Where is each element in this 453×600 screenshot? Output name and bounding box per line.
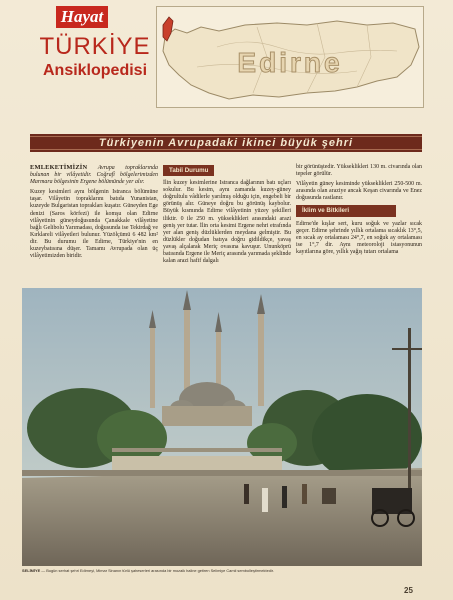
paragraph: İlin kuzey kesimlerine Istranca dağlarının batı uçları sokulur. Bu kesim, aynı zamanda kuzey-güney doğrultulu vâdilerle yarılmış olduğu için, engebeli bir görünüş alır. Güneye doğru bu görünüş kaybolur. Büyük kısmında Edirne vilâyetinin yüzey şekilleri iliktir. 0 ile 250 m. yükseklikleri arasındaki arazi geniş yer tutar. İlin orta kesimi Ergene nehri etrafında yer alan geniş düzlüklerden meydana gelmiştir. Bu düzlükler doğudan batıya doğru gidildikçe, yavaş yavaş alçalarak Meriç ovasına kavuşur. Ununköprü batısında Ergene ile Meriç arasında yarımada şeklinde kalan arazi hafif dalgalı bbox=[163, 180, 291, 265]
text-column-2 bbox=[163, 164, 291, 268]
lead-paragraph bbox=[30, 164, 158, 186]
lead-caps: EMLEKETİMİZİN bbox=[30, 164, 88, 171]
encyclopedia-subtitle: Ansiklopedisi bbox=[42, 62, 148, 79]
lead-italic: Avrupa topraklarında bulunan bir vilâyetidir. Coğrafî bölgelerimizden Marmara bölgesinin Ergene bölümünde yer alır. bbox=[30, 165, 158, 186]
page-number: 25 bbox=[404, 586, 413, 595]
section-heading-climate: İklim ve Bitkileri bbox=[296, 205, 396, 216]
caption-text: — Bugün serhat şehri Edirneyi, Mimar Sinanın türlü şaheserleri arasında bir mozaik haline getiren Selimiye Camii sembolleştirmektedir. bbox=[40, 568, 274, 573]
photo-caption bbox=[22, 568, 422, 573]
hayat-logo: Hayat bbox=[56, 6, 108, 28]
caption-label: SELİMİYE bbox=[22, 568, 41, 573]
paragraph: Edirne'de kışlar sert, kuru soğuk ve yazlar sıcak geçer. Edirne şehrinde yıllık ortalama sıcaklık 13°,5, en sıcak ay ortalaması 24°,7, en soğuk ay ortalaması ise 1°,7 dir. Aynı meteoroloji istasyonunun kayıtlarına göre, yıllık yağış tutarı ortalama bbox=[296, 220, 422, 255]
paragraph: Kuzey kesimleri aynı bölgenin Istranca bölümüne taşar. Vilâyetin topraklarını batıda Yunanistan, kuzeyde Bulgaristan toprakları kuşatır. Güneyden Ege denizi (Saros körfezi) ile komşu olan Edirne vilâyetinin güneydoğusunda Çanakkale vilâyetine bağlı Gelibolu Yarımadası, doğusunda ise Tekirdağ ve Kırklareli vilâyetleri bulunur. Yüzölçümü 6 482 km² dir. Bu durumu ile Edirne, Türkiye'nin en kuzeybatısına düşer. Tamamı Avrupada olan üç vilâyetimizden biridir. bbox=[30, 189, 158, 260]
selimiye-mosque-photo bbox=[22, 288, 422, 566]
text-column-1 bbox=[30, 164, 158, 263]
paragraph: Vilâyetin güney kesiminde yükseklikleri 250-500 m. arasında olan araziye ancak Keşan civarında ve Enez doğusunda rastlanır. bbox=[296, 181, 422, 202]
map-edirne-label: Edirne bbox=[237, 47, 343, 78]
photo-illustration bbox=[22, 288, 422, 566]
text-column-3 bbox=[296, 164, 422, 259]
section-heading-physical: Tabiî Durumu bbox=[163, 165, 214, 176]
article-headline: Türkiyenin Avrupadaki ikinci büyük şehri bbox=[30, 134, 422, 152]
turkey-map bbox=[156, 6, 424, 108]
encyclopedia-title: TÜRKİYE bbox=[39, 33, 151, 60]
paragraph: bir görünüştedir. Yükseklikleri 130 m. civarında olan tepeler görülür. bbox=[296, 164, 422, 178]
